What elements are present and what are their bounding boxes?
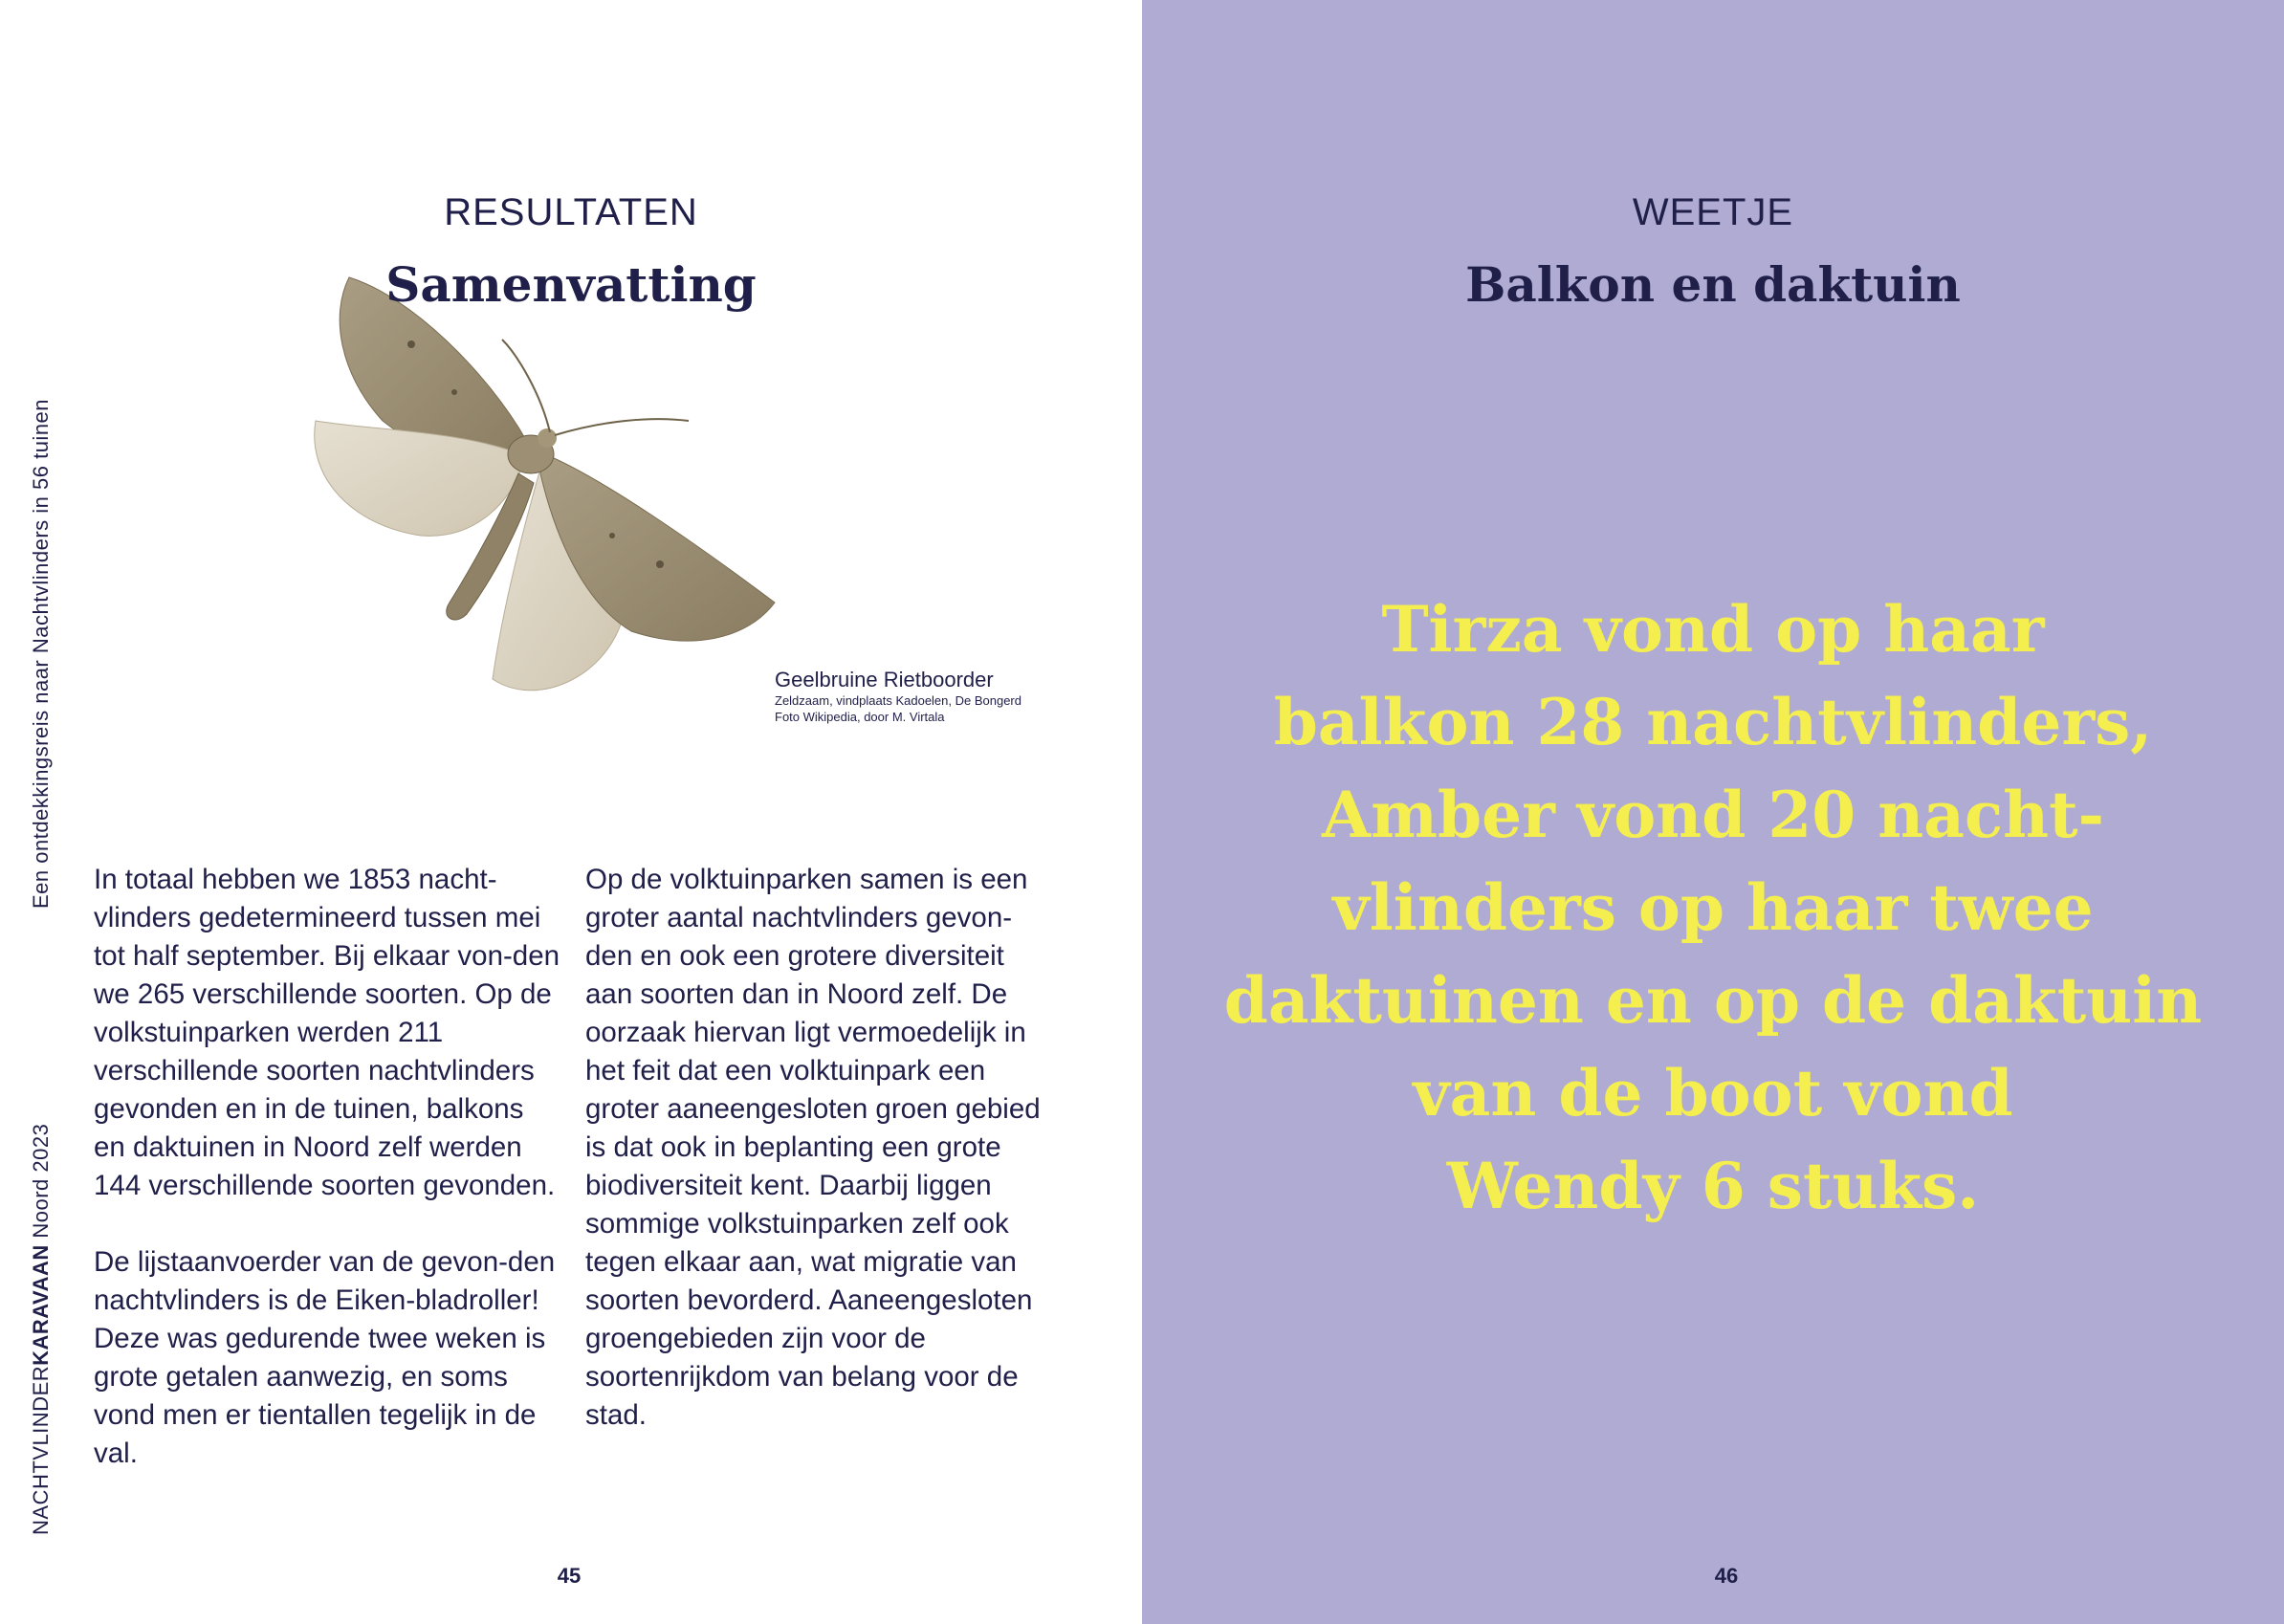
body-column-1: [94, 861, 562, 1511]
image-caption: [775, 668, 1021, 725]
series-name-rest: Noord 2023: [29, 1123, 53, 1245]
caption-line-1: Zeldzaam, vindplaats Kadoelen, De Bongerd: [775, 693, 1021, 708]
page-number-left: 45: [557, 1564, 582, 1588]
quote-line: daktuinen en op de daktuin: [1223, 963, 2203, 1038]
quote-line: Wendy 6 stuks.: [1446, 1149, 1980, 1223]
page-title: Balkon en daktuin: [1465, 256, 1961, 313]
moth-photo: [296, 258, 794, 717]
series-name-bold: KARAVAAN: [29, 1244, 53, 1366]
quote-line: Amber vond 20 nacht-: [1321, 778, 2105, 852]
quote-line: van de boot vond: [1413, 1056, 2013, 1130]
body-paragraph: Op de volktuinparken samen is een groter aantal nachtvlinders gevon-den en ook een grotere diversiteit aan soorten dan in Noord zelf. De oorzaak hiervan ligt vermoedelijk in het feit dat een volktuinpark een groter aaneengesloten groen gebied is dat ook in beplanting een grote biodiversiteit kent. Daarbij liggen sommige volkstuinparken zelf ook tegen elkaar aan, wat migratie van soorten bevorderd. Aaneengesloten groengebieden zijn voor de soortenrijkdom van belang voor de stad.: [585, 864, 1041, 1431]
series-title-vertical: [29, 1124, 54, 1535]
caption-title: Geelbruine Rietboorder: [775, 668, 994, 691]
quote-line: Tirza vond op haar: [1381, 592, 2045, 667]
quote-line: balkon 28 nachtvlinders,: [1273, 685, 2153, 759]
section-kicker: RESULTATEN: [444, 191, 698, 233]
quote-line: vlinders op haar twee: [1332, 870, 2094, 945]
page-number-right: 46: [1714, 1564, 1739, 1588]
caption-line-2: Foto Wikipedia, door M. Virtala: [775, 710, 945, 724]
series-name-light: NACHTVLINDER: [29, 1365, 53, 1535]
page-title: Samenvatting: [385, 256, 757, 313]
body-paragraph: De lijstaanvoerder van de gevon-den nachtvlinders is de Eiken-bladroller! Deze was gedurende twee weken is grote getalen aanwezig, en soms vond men er tientallen tegelijk in de val.: [94, 1246, 556, 1469]
pull-quote: [1142, 583, 2284, 1233]
section-kicker: WEETJE: [1632, 191, 1794, 233]
body-column-2: [585, 861, 1054, 1473]
body-paragraph: In totaal hebben we 1853 nacht-vlinders gedetermineerd tussen mei tot half september. Bij elkaar von-den we 265 verschillende soorten. Op de volkstuinparken werden 211 verschillende soorten nachtvlinders gevonden en in de tuinen, balkons en daktuinen in Noord zelf werden 144 verschillende soorten gevonden.: [94, 864, 560, 1201]
series-subtitle-vertical: Een ontdekkingsreis naar Nachtvlinders in 56 tuinen: [29, 398, 53, 909]
